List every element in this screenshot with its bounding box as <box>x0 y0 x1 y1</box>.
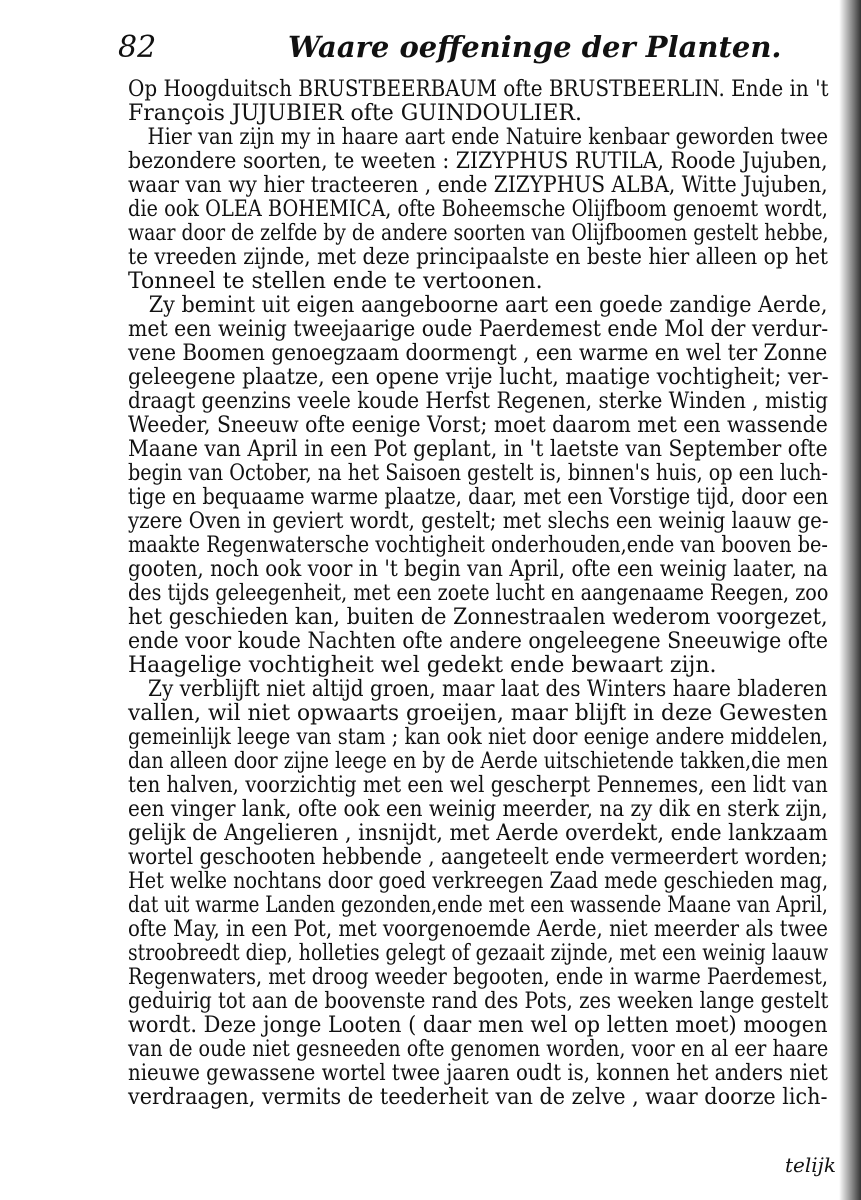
text-line: het geschieden kan, buiten de Zonnestraalen wederom voorgezet, <box>128 605 828 630</box>
text-line: draagt geenzins veele koude Herfst Regenen, sterke Winden , mistig <box>128 389 828 414</box>
text-line: gelijk de Angelieren , insnijdt, met Aerde overdekt, ende lankzaam <box>128 821 828 846</box>
text-line: geduirig tot aan de boovenste rand des Pots, zes weeken lange gestelt <box>128 989 829 1014</box>
text-line: François JUJUBIER ofte GUINDOULIER. <box>128 101 582 126</box>
text-line: een vinger lank, ofte ook een weinig meerder, na zy dik en sterk zijn, <box>128 797 828 822</box>
text-line: Maane van April in een Pot geplant, in 't laetste van September ofte <box>128 437 828 462</box>
text-line: ofte May, in een Pot, met voorgenoemde Aerde, niet meerder als twee <box>128 917 828 942</box>
text-line: wordt. Deze jonge Looten ( daar men wel op letten moet) moogen <box>128 1013 828 1038</box>
text-line: Het welke nochtans door goed verkreegen Zaad mede geschieden mag, <box>128 869 829 894</box>
text-line: die ook OLEA BOHEMICA, ofte Boheemsche Olijfboom genoemt wordt, <box>128 197 828 222</box>
text-line: waar door de zelfde by de andere soorten van Olijfboomen gestelt hebbe, <box>128 221 829 246</box>
text-line: Regenwaters, met droog weeder begooten, ende in warme Paerdemest, <box>128 965 828 990</box>
text-line: Hier van zijn my in haare aart ende Natuire kenbaar geworden twee <box>147 125 829 150</box>
text-line: van de oude niet gesneeden ofte genomen worden, voor en al eer haare <box>128 1037 829 1062</box>
page-edge-shadow <box>839 0 861 1200</box>
text-line: wortel geschooten hebbende , aangeteelt ende vermeerdert worden; <box>128 845 828 870</box>
text-line: tige en bequaame warme plaatze, daar, met een Vorstige tijd, door een <box>128 485 829 510</box>
text-line: Zy bemint uit eigen aangeboorne aart een goede zandige Aerde, <box>148 293 828 318</box>
text-line: vene Boomen genoegzaam doormengt , een warme en wel ter Zonne <box>128 341 828 366</box>
text-line: bezondere soorten, te weeten : ZIZYPHUS RUTILA, Roode Jujuben, <box>128 149 828 174</box>
text-line: ende voor koude Nachten ofte andere ongeleegene Sneeuwige ofte <box>128 629 829 654</box>
text-line: geleegene plaatze, een opene vrije lucht, maatige vochtigheit; ver- <box>128 365 829 390</box>
text-line: nieuwe gewassene wortel twee jaaren oudt is, konnen het anders niet <box>128 1061 828 1086</box>
text-line: vallen, wil niet opwaarts groeijen, maar blijft in deze Gewesten <box>128 701 828 726</box>
catchword: telijk <box>785 1153 836 1177</box>
text-line: gemeinlijk leege van stam ; kan ook niet door eenige andere middelen, <box>128 725 829 750</box>
text-line: begin van October, na het Saisoen gestelt is, binnen's huis, op een luch- <box>128 461 828 486</box>
text-line: stroobreedt diep, holleties gelegt of gezaait zijnde, met een weinig laauw <box>128 941 829 966</box>
text-line: maakte Regenwatersche vochtigheit onderhouden,ende van booven be- <box>128 533 828 558</box>
text-line: Op Hoogduitsch BRUSTBEERBAUM ofte BRUSTBEERLIN. Ende in 't <box>128 77 829 102</box>
text-line: met een weinig tweejaarige oude Paerdemest ende Mol der verdur- <box>128 317 829 342</box>
text-line: des tijds geleegenheit, met een zoete lucht en aangenaame Reegen, zoo <box>128 581 829 606</box>
running-title: Waare oeffeninge der Planten. <box>288 30 782 64</box>
body-text <box>128 78 828 1110</box>
text-line: Zy verblijft niet altijd groen, maar laat des Winters haare bladeren <box>148 677 828 702</box>
text-line: yzere Oven in geviert wordt, gestelt; met slechs een weinig laauw ge- <box>128 509 829 534</box>
text-line: Haagelige vochtigheit wel gedekt ende bewaart zijn. <box>128 653 717 678</box>
page-number: 82 <box>118 30 157 65</box>
text-line: gooten, noch ook voor in 't begin van April, ofte een weinig laater, na <box>128 557 828 582</box>
text-line: dat uit warme Landen gezonden,ende met een wassende Maane van April, <box>128 893 828 918</box>
text-line: te vreeden zijnde, met deze principaalste en beste hier alleen op het <box>128 245 828 270</box>
text-line: Weeder, Sneeuw ofte eenige Vorst; moet daarom met een wassende <box>128 413 828 438</box>
text-line: verdraagen, vermits de teederheit van de zelve , waar doorze lich- <box>128 1085 828 1110</box>
text-line: waar van wy hier tracteeren , ende ZIZYPHUS ALBA, Witte Jujuben, <box>128 173 828 198</box>
text-line: dan alleen door zijne leege en by de Aerde uitschietende takken,die men <box>128 749 828 774</box>
text-line: ten halven, voorzichtig met een wel gescherpt Pennemes, een lidt van <box>128 773 828 798</box>
page-header <box>118 30 782 70</box>
text-line: Tonneel te stellen ende te vertoonen. <box>128 269 543 294</box>
